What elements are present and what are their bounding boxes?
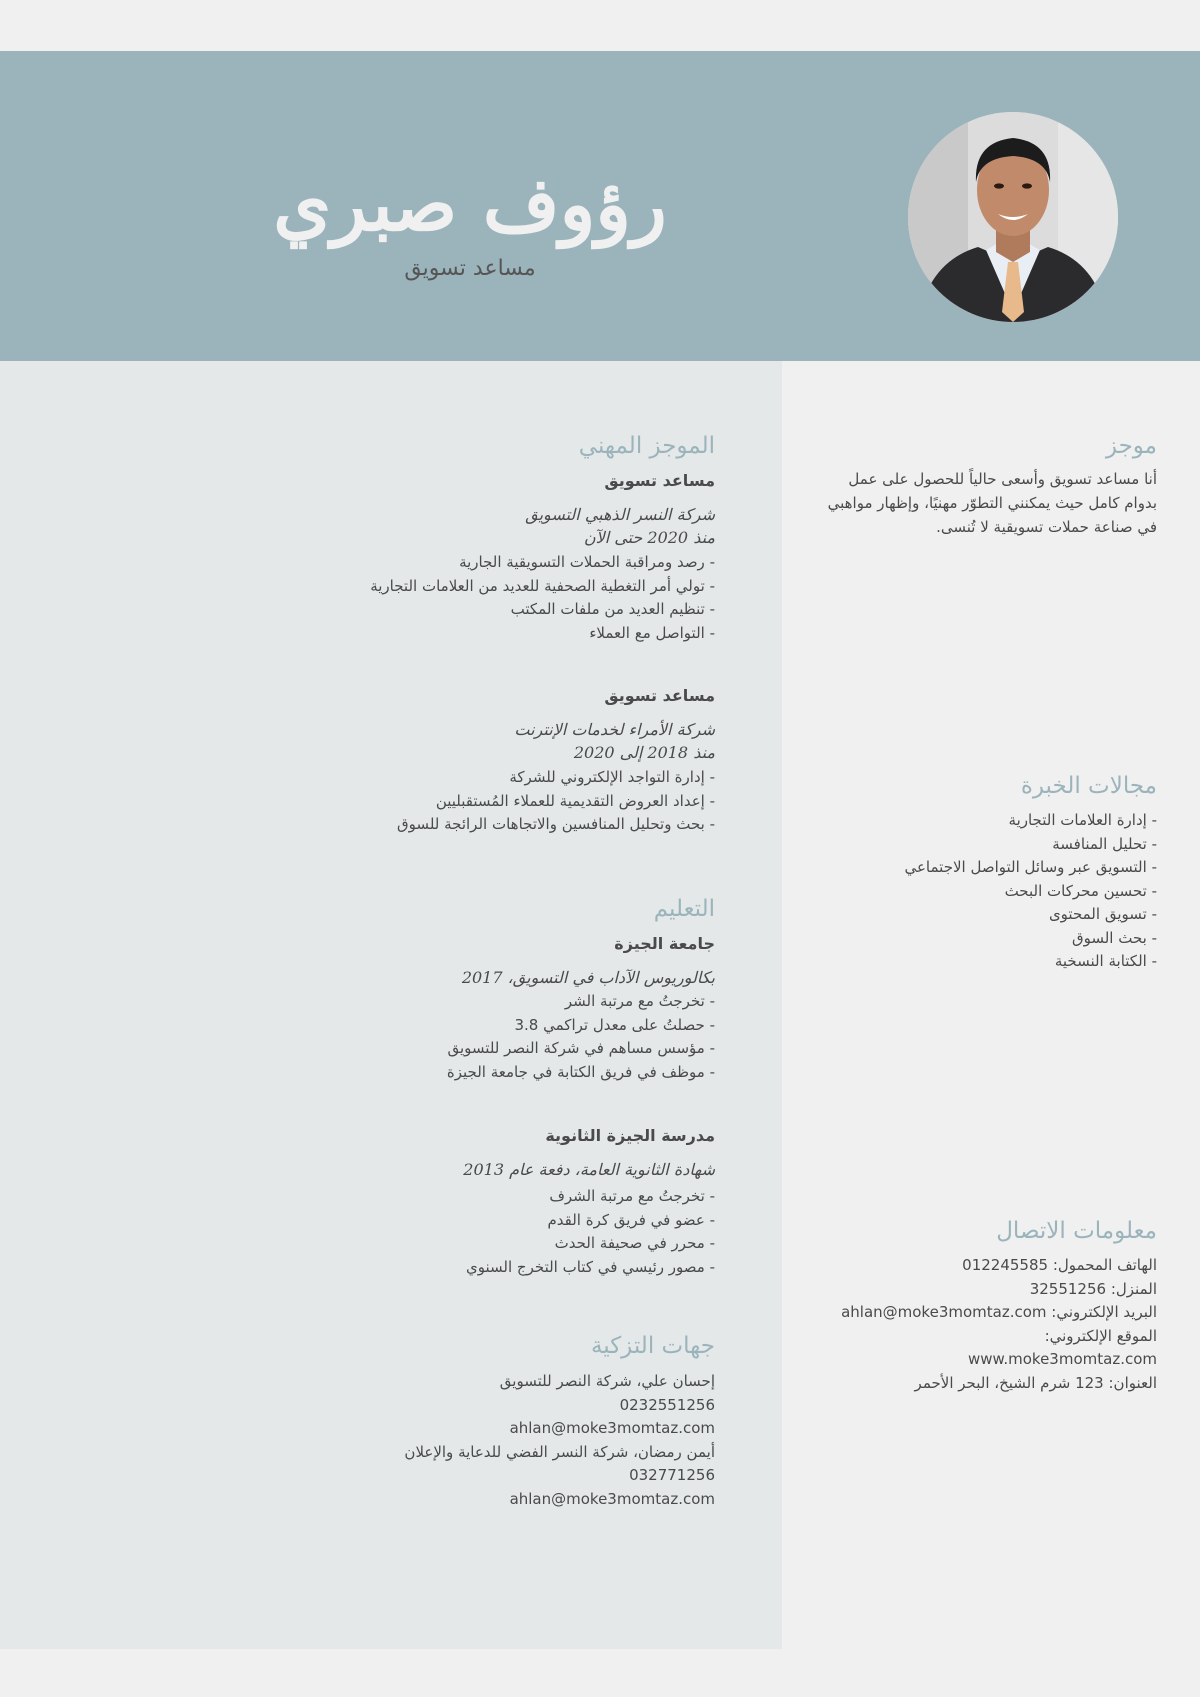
list-item: - تحسين محركات البحث [904, 880, 1157, 904]
list-item: - حصلتُ على معدل تراكمي 3.8 [447, 1014, 715, 1038]
list-item: - محرر في صحيفة الحدث [466, 1232, 715, 1256]
skills-section-title: مجالات الخبرة [1020, 773, 1157, 799]
contact-mobile: الهاتف المحمول: 012245585 [962, 1256, 1157, 1274]
job-1-meta [525, 503, 715, 549]
list-item: - موظف في فريق الكتابة في جامعة الجيزة [447, 1061, 715, 1085]
summary-section-title: موجز [1105, 433, 1157, 459]
reference-2-email: ahlan@moke3momtaz.com [509, 1489, 715, 1508]
job-1-period: منذ 2020 حتى الآن [583, 528, 715, 547]
reference-1-email: ahlan@moke3momtaz.com [509, 1419, 715, 1437]
list-item: - تخرجتُ مع مرتبة الشر [447, 990, 715, 1014]
reference-2-name: أيمن رمضان، شركة النسر الفضي للدعاية والإعلان [404, 1442, 715, 1461]
school-2-degree [463, 1158, 715, 1181]
school-1-degree [462, 966, 715, 989]
skills-list [904, 809, 1157, 974]
list-item: - تسويق المحتوى [904, 903, 1157, 927]
list-item: - إدارة التواجد الإلكتروني للشركة [397, 766, 715, 790]
references-list [404, 1370, 715, 1511]
reference-1-name: إحسان علي، شركة النصر للتسويق [499, 1372, 715, 1390]
education-section-title: التعليم [653, 896, 715, 922]
list-item: - تولي أمر التغطية الصحفية للعديد من العلامات التجارية [370, 575, 715, 599]
list-item: - مصور رئيسي في كتاب التخرج السنوي [466, 1256, 715, 1280]
list-item: - إدارة العلامات التجارية [904, 809, 1157, 833]
profile-photo [908, 112, 1118, 322]
job-1-position: مساعد تسويق [604, 471, 715, 490]
summary-text: أنا مساعد تسويق وأسعى حالياً للحصول على عمل بدوام كامل حيث يمكنني التطوّر مهنيًا، وإظهار مواهبي في صناعة حملات تسويقية لا تُنسى. [827, 470, 1157, 536]
references-section-title: جهات التزكية [590, 1333, 715, 1359]
person-job-title: مساعد تسويق [404, 256, 536, 281]
school-2-items [466, 1185, 715, 1279]
list-item: - مؤسس مساهم في شركة النصر للتسويق [447, 1037, 715, 1061]
reference-1-phone: 0232551256 [619, 1395, 715, 1414]
job-2-period: منذ 2018 إلى 2020 [573, 743, 715, 762]
job-2-meta [514, 718, 715, 764]
list-item: - تنظيم العديد من ملفات المكتب [370, 598, 715, 622]
list-item: - عضو في فريق كرة القدم [466, 1209, 715, 1233]
school-2-name: مدرسة الجيزة الثانوية [545, 1126, 715, 1145]
list-item: - رصد ومراقبة الحملات التسويقية الجارية [370, 551, 715, 575]
person-name: رؤوف صبري [273, 162, 667, 248]
job-2-duties [397, 766, 715, 837]
job-1-company: شركة النسر الذهبي التسويق [525, 505, 715, 524]
job-2-company: شركة الأمراء لخدمات الإنترنت [514, 720, 715, 739]
contact-address: العنوان: 123 شرم الشيخ، البحر الأحمر [914, 1373, 1157, 1392]
contact-email[interactable]: البريد الإلكتروني: ahlan@moke3momtaz.com [841, 1303, 1157, 1321]
list-item: - التواصل مع العملاء [370, 622, 715, 646]
contact-section-title: معلومات الاتصال [996, 1218, 1157, 1244]
list-item: - إعداد العروض التقديمية للعملاء المُستقبليين [397, 790, 715, 814]
list-item: - تخرجتُ مع مرتبة الشرف [466, 1185, 715, 1209]
job-2-position: مساعد تسويق [604, 686, 715, 705]
portrait-image [908, 112, 1118, 322]
contact-home: المنزل: 32551256 [1029, 1279, 1157, 1298]
experience-section-title: الموجز المهني [578, 433, 715, 459]
school-1-items [447, 990, 715, 1084]
list-item: - بحث وتحليل المنافسين والاتجاهات الرائجة للسوق [397, 813, 715, 837]
list-item: - تحليل المنافسة [904, 833, 1157, 857]
school-2-degree-text: شهادة الثانوية العامة، دفعة عام 2013 [463, 1160, 715, 1179]
reference-2-phone: 032771256 [629, 1466, 715, 1484]
job-1-duties [370, 551, 715, 645]
contact-website[interactable]: www.moke3momtaz.com [967, 1350, 1157, 1368]
school-1-name: جامعة الجيزة [614, 934, 715, 953]
contact-info [841, 1254, 1157, 1395]
list-item: - بحث السوق [904, 927, 1157, 951]
school-1-degree-text: بكالوريوس الآداب في التسويق، 2017 [461, 968, 715, 987]
list-item: - التسويق عبر وسائل التواصل الاجتماعي [904, 856, 1157, 880]
list-item: - الكتابة النسخية [904, 950, 1157, 974]
contact-website-label: الموقع الإلكتروني: [1044, 1326, 1157, 1345]
